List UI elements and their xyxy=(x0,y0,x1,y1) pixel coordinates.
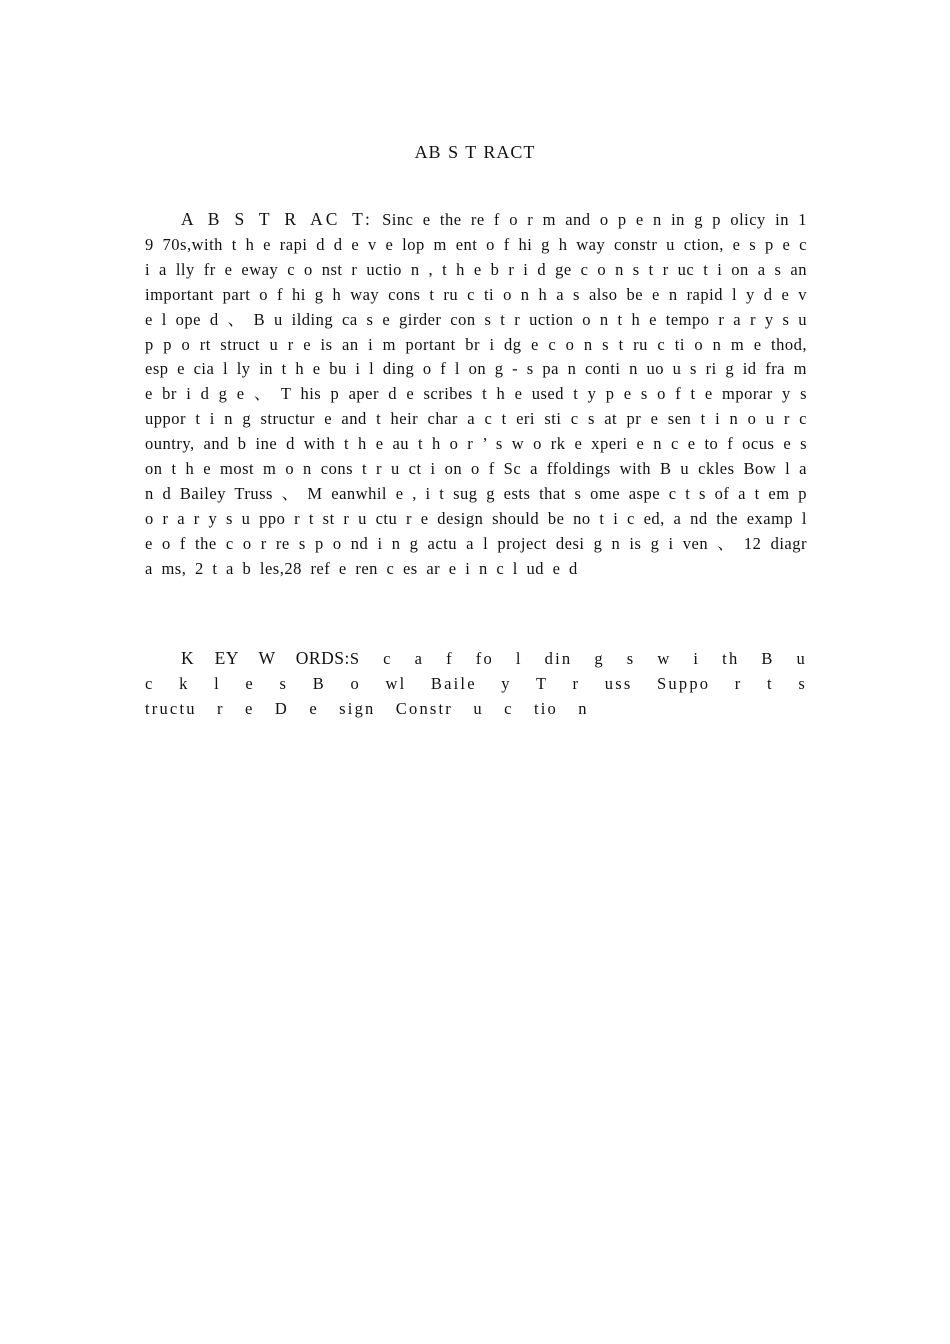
abstract-label: A B S T R AC T: xyxy=(181,209,373,229)
abstract-body: Sinc e the re f o r m and o p e n in g p olicy in 1 9 70s,with t h e rapi d d e v e lop m ent o f hi g h way constr u ction, e s p e c i a lly fr e eway c o nst r uctio n , t h e b r i d ge c o n s t r uc t i on a s an important part o f hi g h way cons t ru c ti o n h a s also be e n rapid l y d e v e l ope d 、 B u ilding ca s e girder con s t r uction o n t h e tempo r a r y s u p p o rt struct u r e is an i m portant br i dg e c o n s t ru c ti o n m e thod, esp e cia l ly in t h e bu i l ding o f l on g - s pa n conti n uo u s ri g id fra m e br i d g e 、 T his p aper d e scribes t h e used t y p e s o f t e mporar y s uppor t i n g structur e and t heir char a c t eri sti c s at pr e sen t i n o u r c ountry, and b ine d with t h e au t h o r ’ s w o rk e xperi e n c e to f ocus e s on t h e most m o n cons t r u ct i on o f Sc a ffoldings with B u ckles Bow l a n d Bailey Truss 、 M eanwhil e , i t sug g ests that s ome aspe c t s of a t em p o r a r y s u ppo r t st r u ctu r e design should be no t i c ed, a nd the examp l e o f the c o r re s p o nd i n g actu a l project desi g n is g i ven 、 12 diagr a ms, 2 t a b les,28 ref e ren c es ar e i n c l ud e d xyxy=(145,210,807,578)
abstract-paragraph xyxy=(145,207,807,582)
keywords-label: K EY W ORDS: xyxy=(181,648,350,668)
keywords-paragraph xyxy=(145,646,807,722)
keywords-body: S c a f fo l din g s w i th B u c k l e s B o wl Baile y T r uss Suppo r t s tructu r e D e sign Constr u c tio n xyxy=(145,649,807,718)
page-title: AB S T RACT xyxy=(414,142,536,162)
